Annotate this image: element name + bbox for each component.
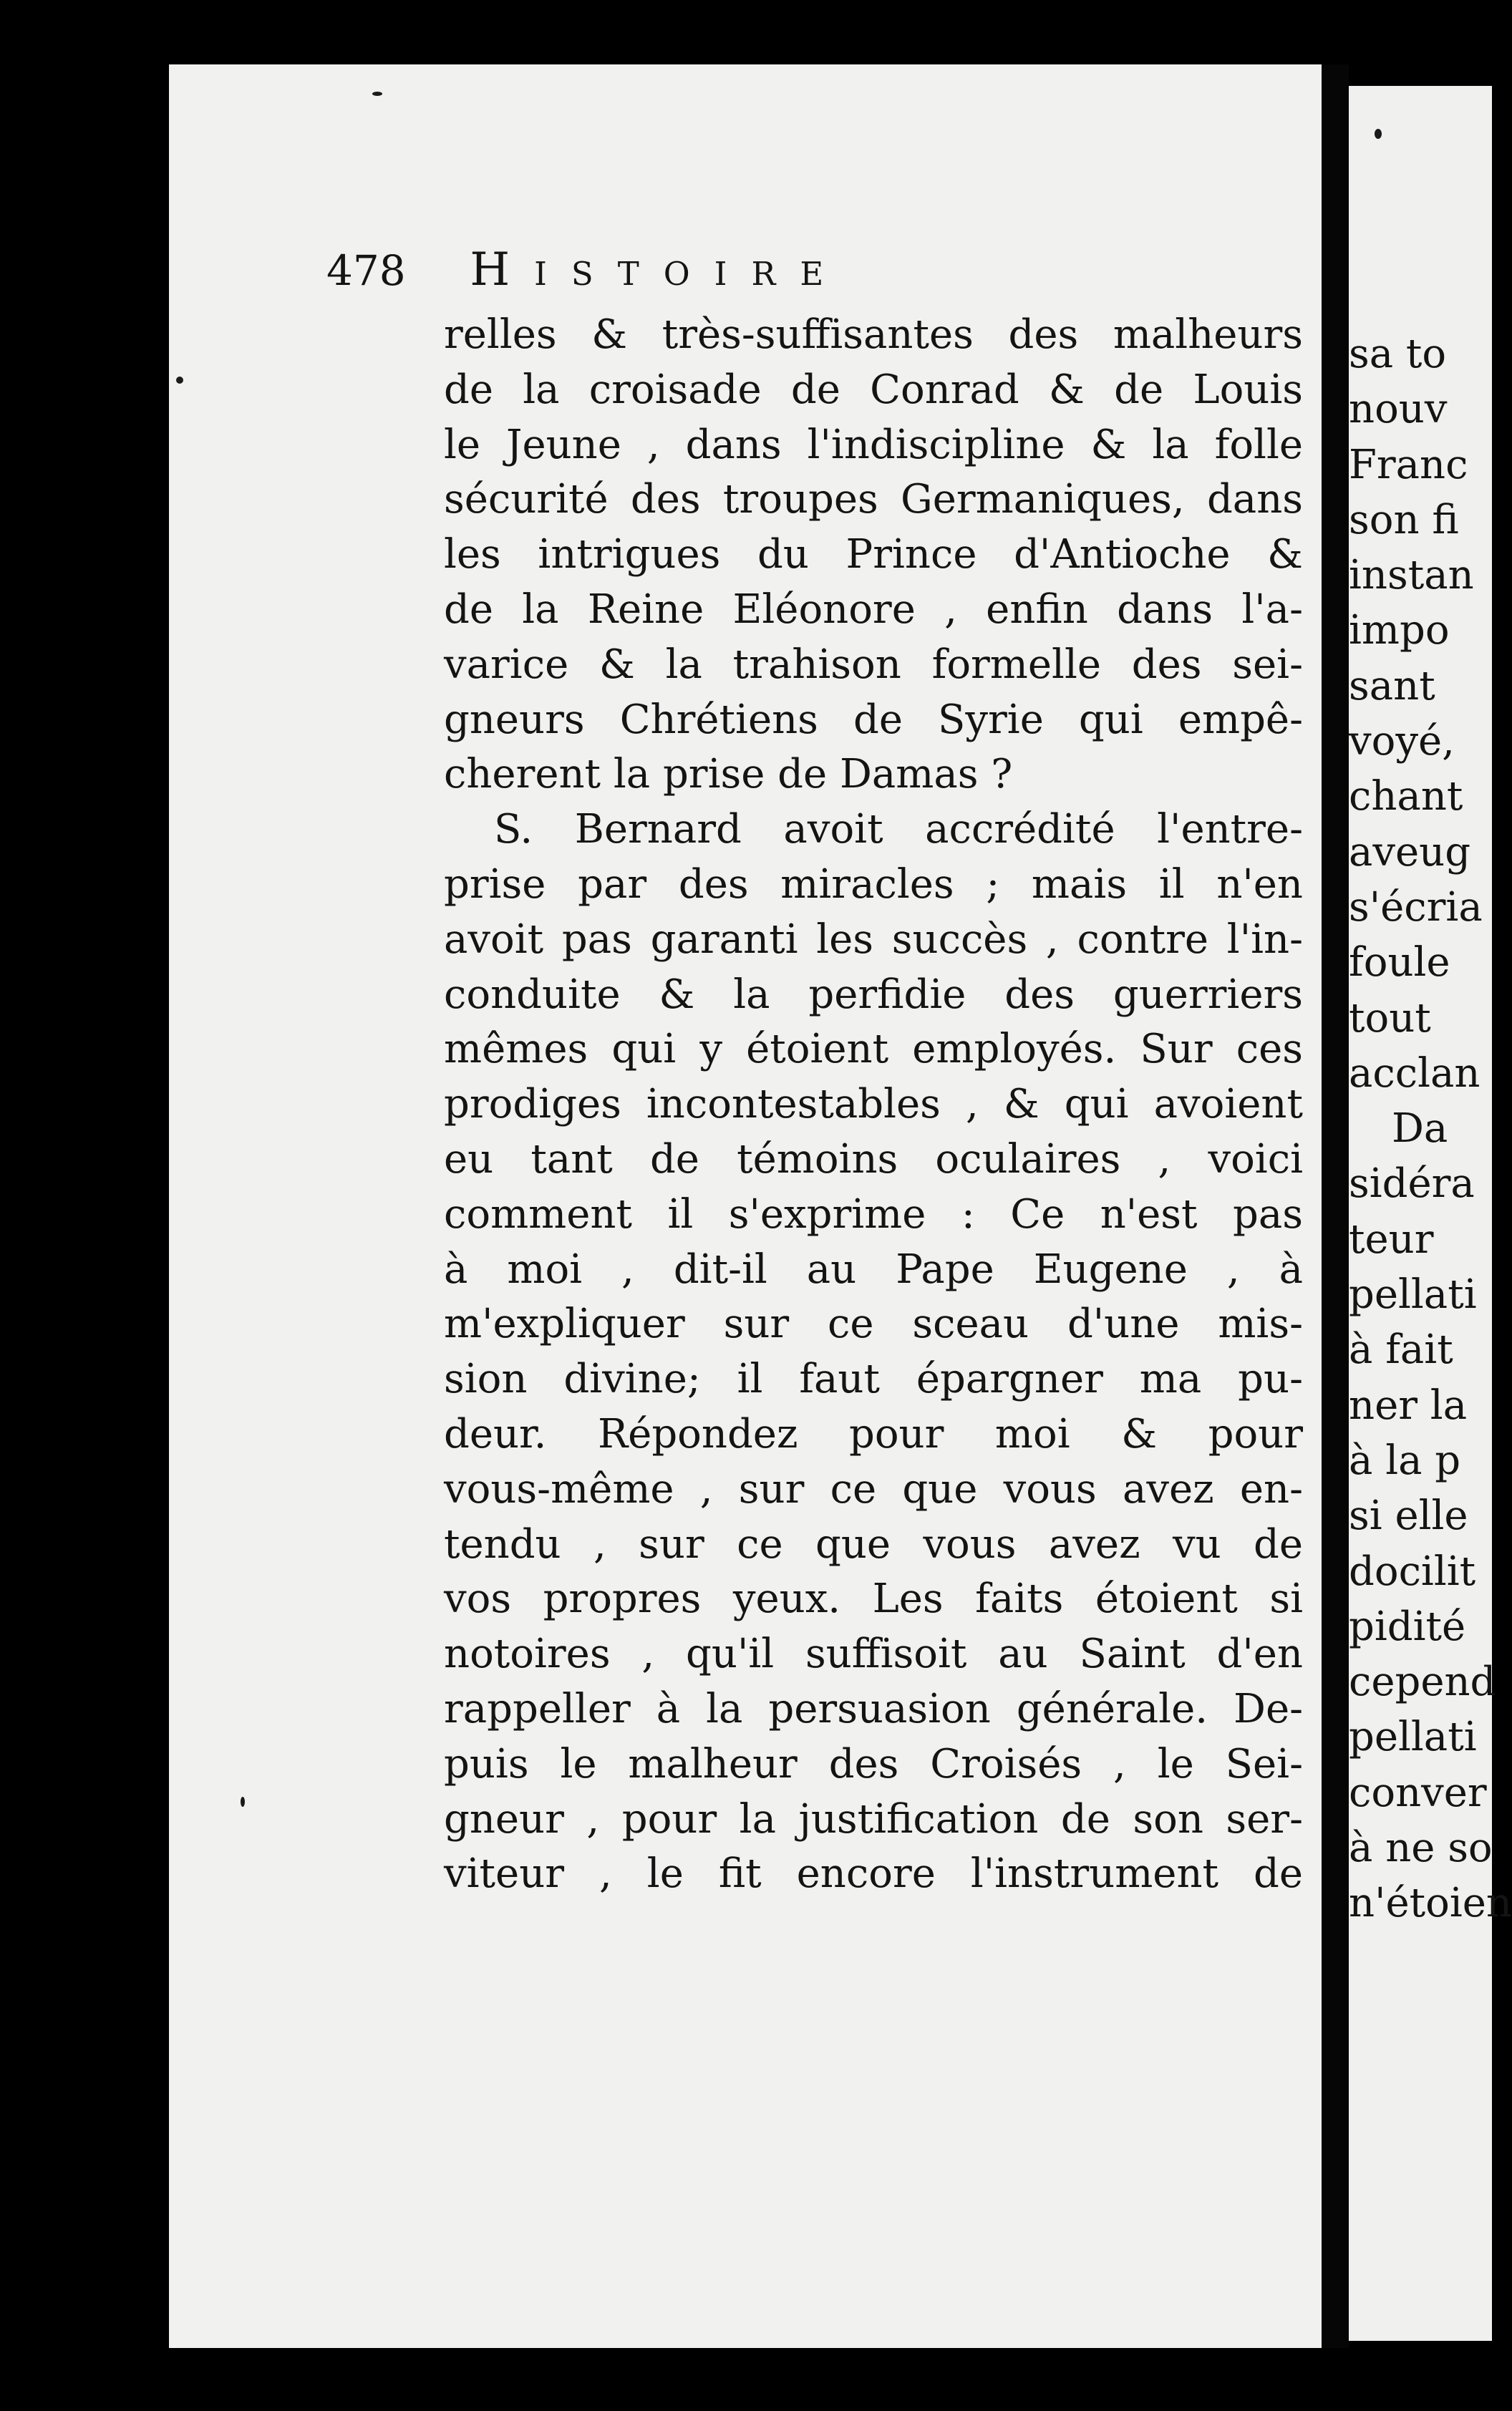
- text-line: mêmes qui y étoient employés. Sur ces: [444, 1026, 1303, 1073]
- text-line: chant: [1349, 773, 1463, 820]
- running-head-title: Histoire: [470, 243, 848, 296]
- text-line: cherent la prise de Damas ?: [444, 751, 1013, 798]
- ink-speck: [1375, 129, 1382, 139]
- text-line: aveug: [1349, 828, 1471, 875]
- page-number: 478: [326, 246, 406, 295]
- text-line: acclan: [1349, 1049, 1480, 1097]
- ink-speck: [372, 92, 382, 96]
- text-line: si elle: [1349, 1493, 1468, 1540]
- text-line: gneurs Chrétiens de Syrie qui empê-: [444, 696, 1303, 743]
- text-line: ner la: [1349, 1382, 1468, 1429]
- text-line: prodiges incontestables , & qui avoient: [444, 1081, 1303, 1128]
- text-line: conduite & la perfidie des guerriers: [444, 971, 1303, 1018]
- running-head: [326, 231, 1150, 309]
- text-line: pellati: [1349, 1714, 1477, 1761]
- text-line: sa to: [1349, 331, 1447, 377]
- text-line: pidité: [1349, 1603, 1466, 1650]
- text-line: deur. Répondez pour moi & pour: [444, 1410, 1303, 1457]
- text-line: sidéra: [1349, 1160, 1475, 1208]
- text-line: tout: [1349, 994, 1431, 1042]
- text-line: à moi , dit-il au Pape Eugene , à: [444, 1246, 1303, 1293]
- text-line: sant: [1349, 662, 1435, 709]
- text-line: eu tant de témoins oculaires , voici: [444, 1135, 1303, 1183]
- text-line: cepend: [1349, 1659, 1496, 1706]
- text-line: sécurité des troupes Germaniques, dans: [444, 476, 1303, 523]
- text-line: le Jeune , dans l'indiscipline & la folle: [444, 421, 1303, 468]
- text-line: notoires , qu'il suffisoit au Saint d'en: [444, 1631, 1303, 1678]
- text-line: S. Bernard avoit accrédité l'entre-: [494, 806, 1303, 853]
- text-line: avoit pas garanti les succès , contre l'in-: [444, 916, 1303, 963]
- text-line: teur: [1349, 1216, 1434, 1263]
- text-line: conver: [1349, 1769, 1487, 1816]
- text-line: relles & très-suffisantes des malheurs: [444, 311, 1303, 358]
- text-line: Da: [1392, 1105, 1448, 1153]
- text-line: docilit: [1349, 1548, 1476, 1595]
- text-line: les intrigues du Prince d'Antioche &: [444, 531, 1303, 578]
- text-line: foule: [1349, 939, 1450, 986]
- text-line: Franc: [1349, 441, 1468, 488]
- text-line: vous-même , sur ce que vous avez en-: [444, 1465, 1303, 1513]
- ink-speck: [176, 377, 183, 384]
- text-line: tendu , sur ce que vous avez vu de: [444, 1520, 1303, 1568]
- text-line: gneur , pour la justification de son ser-: [444, 1795, 1303, 1843]
- text-line: à la p: [1349, 1437, 1461, 1484]
- text-line: puis le malheur des Croisés , le Sei-: [444, 1740, 1303, 1787]
- text-line: vos propres yeux. Les faits étoient si: [444, 1576, 1303, 1623]
- text-line: à fait: [1349, 1326, 1453, 1374]
- right-page-text: [1349, 326, 1512, 1931]
- text-line: sion divine; il faut épargner ma pu-: [444, 1356, 1303, 1403]
- text-line: de la Reine Eléonore , enfin dans l'a-: [444, 586, 1303, 633]
- text-line: instan: [1349, 552, 1474, 599]
- text-line: prise par des miracles ; mais il n'en: [444, 860, 1303, 908]
- text-line: n'étoien: [1349, 1880, 1512, 1927]
- text-line: de la croisade de Conrad & de Louis: [444, 366, 1303, 413]
- text-line: son fi: [1349, 496, 1459, 543]
- text-line: impo: [1349, 607, 1450, 654]
- text-line: à ne so: [1349, 1825, 1493, 1872]
- text-line: pellati: [1349, 1271, 1477, 1319]
- ink-speck: [241, 1797, 245, 1807]
- text-line: s'écria: [1349, 883, 1483, 931]
- text-line: rappeller à la persuasion générale. De-: [444, 1685, 1303, 1732]
- text-line: viteur , le fit encore l'instrument de: [444, 1850, 1303, 1898]
- text-line: varice & la trahison formelle des sei-: [444, 641, 1303, 688]
- text-line: m'expliquer sur ce sceau d'une mis-: [444, 1301, 1303, 1348]
- text-line: nouv: [1349, 386, 1448, 433]
- left-page-text: [444, 308, 1303, 1902]
- text-line: comment il s'exprime : Ce n'est pas: [444, 1190, 1303, 1238]
- page-gutter: [1322, 64, 1349, 2348]
- text-line: voyé,: [1349, 718, 1455, 765]
